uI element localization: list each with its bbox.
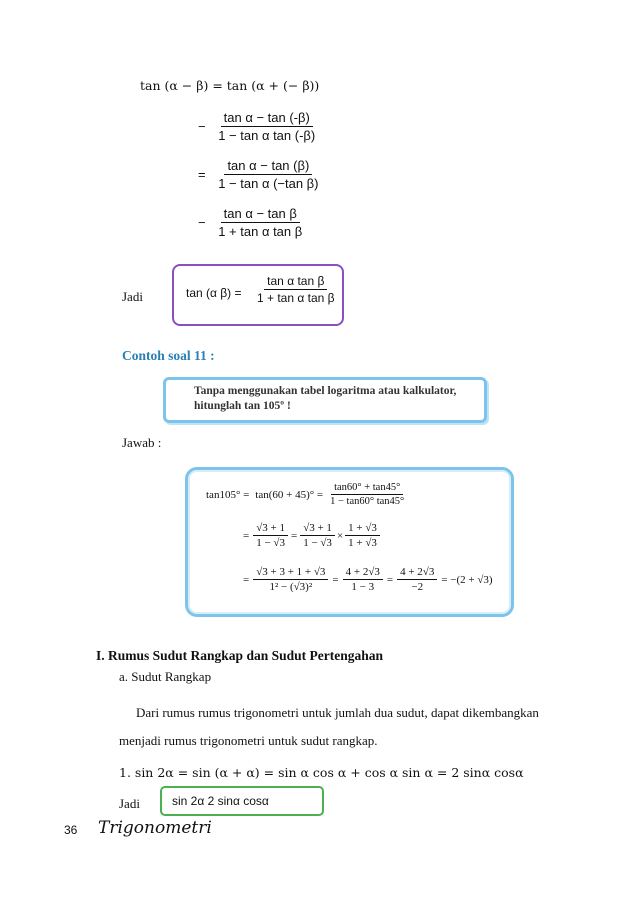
fraction-denominator: 1 − tan60° tan45° xyxy=(330,496,405,507)
eq-sign: − xyxy=(198,215,206,230)
eq-sign: = xyxy=(243,573,250,586)
answer-expansion: tan(60 + 45)° = xyxy=(255,488,324,501)
answer-row-3 xyxy=(243,566,493,593)
answer-result: = −(2 + √3) xyxy=(441,573,493,586)
paragraph-line-2: menjadi rumus trigonometri untuk sudut rangkap. xyxy=(119,733,378,748)
formula-box-sin-double xyxy=(160,786,324,816)
fraction-denominator: 1 − √3 xyxy=(303,537,332,549)
fraction-numerator: √3 + 3 + 1 + √3 xyxy=(253,566,328,580)
example-title: Contoh soal 11 : xyxy=(122,348,215,363)
answer-box xyxy=(185,467,514,617)
section-heading: I. Rumus Sudut Rangkap dan Sudut Pertengahan xyxy=(96,648,383,663)
paragraph-line-1: Dari rumus rumus trigonometri untuk jumlah dua sudut, dapat dikembangkan xyxy=(136,705,539,720)
fraction-numerator: tan α tan β xyxy=(264,274,327,290)
fraction-denominator: 1 − tan α (−tan β) xyxy=(218,176,319,191)
fraction-denominator: 1 − √3 xyxy=(256,537,285,549)
subsection-heading: a. Sudut Rangkap xyxy=(119,669,212,684)
footer-title: Trigonometri xyxy=(98,818,212,838)
page-number: 36 xyxy=(64,823,78,837)
proof-step-1 xyxy=(198,110,318,143)
answer-row-1 xyxy=(206,482,407,507)
proof-step-2 xyxy=(198,158,322,191)
times-sign: × xyxy=(336,529,344,542)
eq-sign: = xyxy=(198,167,206,182)
fraction-denominator: 1 + √3 xyxy=(348,537,377,549)
eq-sign: = xyxy=(386,573,394,586)
problem-box xyxy=(163,377,487,423)
formula-box-tan-difference xyxy=(172,264,344,326)
problem-line-1: Tanpa menggunakan tabel logaritma atau kalkulator, xyxy=(194,385,457,397)
eq-sign: = xyxy=(243,529,250,542)
eq-sign: = xyxy=(290,529,298,542)
fraction-denominator: 1 − tan α tan (-β) xyxy=(218,128,316,143)
eq-sign: = xyxy=(332,573,339,586)
proof-line-1: tan (α − β) = tan (α + (− β)) xyxy=(140,78,320,93)
eq-sign: − xyxy=(198,119,206,134)
fraction-numerator: tan α − tan (-β) xyxy=(221,110,313,127)
fraction-denominator: 1 − 3 xyxy=(351,581,375,593)
fraction-denominator: 1 + tan α tan β xyxy=(218,224,303,239)
formula-item-1: 1. sin 2α = sin (α + α) = sin α cos α + cos α sin α = 2 sinα cosα xyxy=(119,765,524,780)
fraction-denominator: 1 + tan α tan β xyxy=(257,291,335,305)
fraction-denominator: 1² − (√3)² xyxy=(269,581,313,593)
jadi-label-2: Jadi xyxy=(119,796,140,811)
fraction-numerator: 4 + 2√3 xyxy=(397,566,437,580)
jadi-label: Jadi xyxy=(122,289,143,304)
formula-text: sin 2α 2 sinα cosα xyxy=(172,794,269,808)
answer-row-2 xyxy=(243,522,380,549)
fraction-numerator: 4 + 2√3 xyxy=(343,566,383,580)
fraction-numerator: tan60° + tan45° xyxy=(331,482,403,495)
fraction-numerator: √3 + 1 xyxy=(300,522,335,536)
fraction-denominator: −2 xyxy=(411,581,424,593)
answer-lhs: tan105° = xyxy=(206,488,250,501)
problem-line-2: hitunglah tan 105º ! xyxy=(194,400,291,412)
proof-step-3 xyxy=(198,206,305,239)
fraction-numerator: tan α − tan (β) xyxy=(224,158,312,175)
fraction-numerator: 1 + √3 xyxy=(345,522,380,536)
formula-lhs: tan (α β) = xyxy=(186,286,242,300)
fraction-numerator: tan α − tan β xyxy=(221,206,300,223)
answer-label: Jawab : xyxy=(122,435,162,450)
fraction-numerator: √3 + 1 xyxy=(253,522,288,536)
